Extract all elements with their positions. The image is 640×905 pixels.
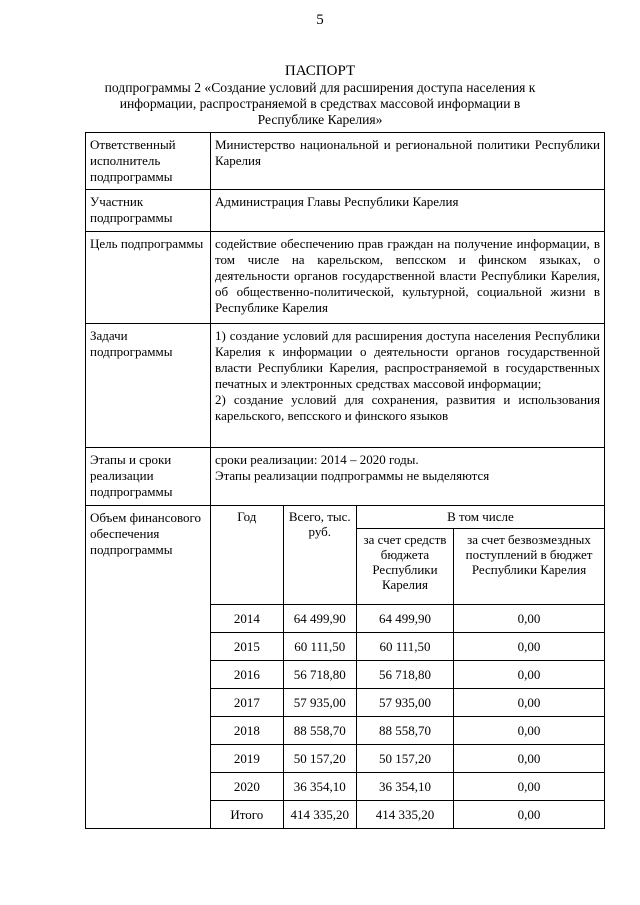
cell-year: 2017 xyxy=(211,688,283,716)
table-row xyxy=(211,772,604,800)
header-year: Год xyxy=(211,506,283,604)
cell-total: 36 354,10 xyxy=(283,772,356,800)
cell-total: 88 558,70 xyxy=(283,716,356,744)
header-including: В том числе xyxy=(356,506,604,528)
cell-grants: 0,00 xyxy=(454,604,604,632)
table-row-total xyxy=(211,800,604,828)
task-item-1: 1) создание условий для расширения доступа населения Республики Карелия к информации о деятельности органов государственной власти Республики Карелия, распространяемой в государственных печатных и электронных средствах массовой информации; xyxy=(215,328,600,391)
financing-cell xyxy=(211,506,605,829)
label-participant: Участник подпрограммы xyxy=(86,190,211,232)
value-goal: содействие обеспечению прав граждан на получение информации, в том числе на карельском, вепсском и финском языках, о деятельности органов государственной власти Республики Карелия, об общественно-политической, культурной, социальной жизни в Республике Карелия xyxy=(211,232,605,324)
page-number: 5 xyxy=(316,12,324,28)
cell-budget: 414 335,20 xyxy=(356,800,453,828)
table-row xyxy=(211,604,604,632)
row-responsible xyxy=(86,133,605,190)
financing-table xyxy=(211,506,604,828)
cell-grants: 0,00 xyxy=(454,800,604,828)
cell-total: 64 499,90 xyxy=(283,604,356,632)
table-row xyxy=(211,688,604,716)
header-grants: за счет безвозмездных поступлений в бюджет Республики Карелия xyxy=(454,528,604,604)
value-stages xyxy=(211,448,605,506)
cell-total: 414 335,20 xyxy=(283,800,356,828)
label-goal: Цель подпрограммы xyxy=(86,232,211,324)
table-row xyxy=(211,744,604,772)
cell-grants: 0,00 xyxy=(454,772,604,800)
passport-table xyxy=(85,132,605,829)
document-title: ПАСПОРТ xyxy=(284,63,356,79)
row-goal xyxy=(86,232,605,324)
cell-budget: 88 558,70 xyxy=(356,716,453,744)
cell-budget: 50 157,20 xyxy=(356,744,453,772)
cell-budget: 56 718,80 xyxy=(356,660,453,688)
cell-budget: 36 354,10 xyxy=(356,772,453,800)
cell-total: 60 111,50 xyxy=(283,632,356,660)
row-financing xyxy=(86,506,605,829)
document-subtitle: подпрограммы 2 «Создание условий для расширения доступа населения к информации, распространяемой в средствах массовой информации в Республике Карелия» xyxy=(104,80,536,127)
table-row xyxy=(211,716,604,744)
value-participant: Администрация Главы Республики Карелия xyxy=(211,190,605,232)
header-total: Всего, тыс. руб. xyxy=(283,506,356,604)
cell-year: 2018 xyxy=(211,716,283,744)
cell-total: 50 157,20 xyxy=(283,744,356,772)
cell-year: 2019 xyxy=(211,744,283,772)
row-tasks xyxy=(86,324,605,448)
cell-budget: 64 499,90 xyxy=(356,604,453,632)
label-financing: Объем финансового обеспечения подпрограммы xyxy=(86,506,211,829)
cell-grants: 0,00 xyxy=(454,716,604,744)
cell-budget: 57 935,00 xyxy=(356,688,453,716)
task-item-2: 2) создание условий для сохранения, развития и использования карельского, вепсского и финского языков xyxy=(215,392,600,423)
stages-line-2: Этапы реализации подпрограммы не выделяются xyxy=(215,468,490,483)
row-stages xyxy=(86,448,605,506)
cell-total: 57 935,00 xyxy=(283,688,356,716)
cell-grants: 0,00 xyxy=(454,660,604,688)
row-participant xyxy=(86,190,605,232)
cell-budget: 60 111,50 xyxy=(356,632,453,660)
label-stages: Этапы и сроки реализации подпрограммы xyxy=(86,448,211,506)
cell-year: 2020 xyxy=(211,772,283,800)
cell-year: 2015 xyxy=(211,632,283,660)
cell-grants: 0,00 xyxy=(454,688,604,716)
stages-line-1: сроки реализации: 2014 – 2020 годы. xyxy=(215,452,419,467)
cell-total: 56 718,80 xyxy=(283,660,356,688)
cell-year: 2016 xyxy=(211,660,283,688)
header-budget: за счет средств бюджета Республики Карелия xyxy=(356,528,453,604)
label-tasks: Задачи подпрограммы xyxy=(86,324,211,448)
table-row xyxy=(211,632,604,660)
cell-year: 2014 xyxy=(211,604,283,632)
cell-grants: 0,00 xyxy=(454,632,604,660)
table-row xyxy=(211,660,604,688)
cell-grants: 0,00 xyxy=(454,744,604,772)
cell-year: Итого xyxy=(211,800,283,828)
value-tasks xyxy=(211,324,605,448)
label-responsible: Ответственный исполнитель подпрограммы xyxy=(86,133,211,190)
value-responsible: Министерство национальной и региональной политики Республики Карелия xyxy=(211,133,605,190)
